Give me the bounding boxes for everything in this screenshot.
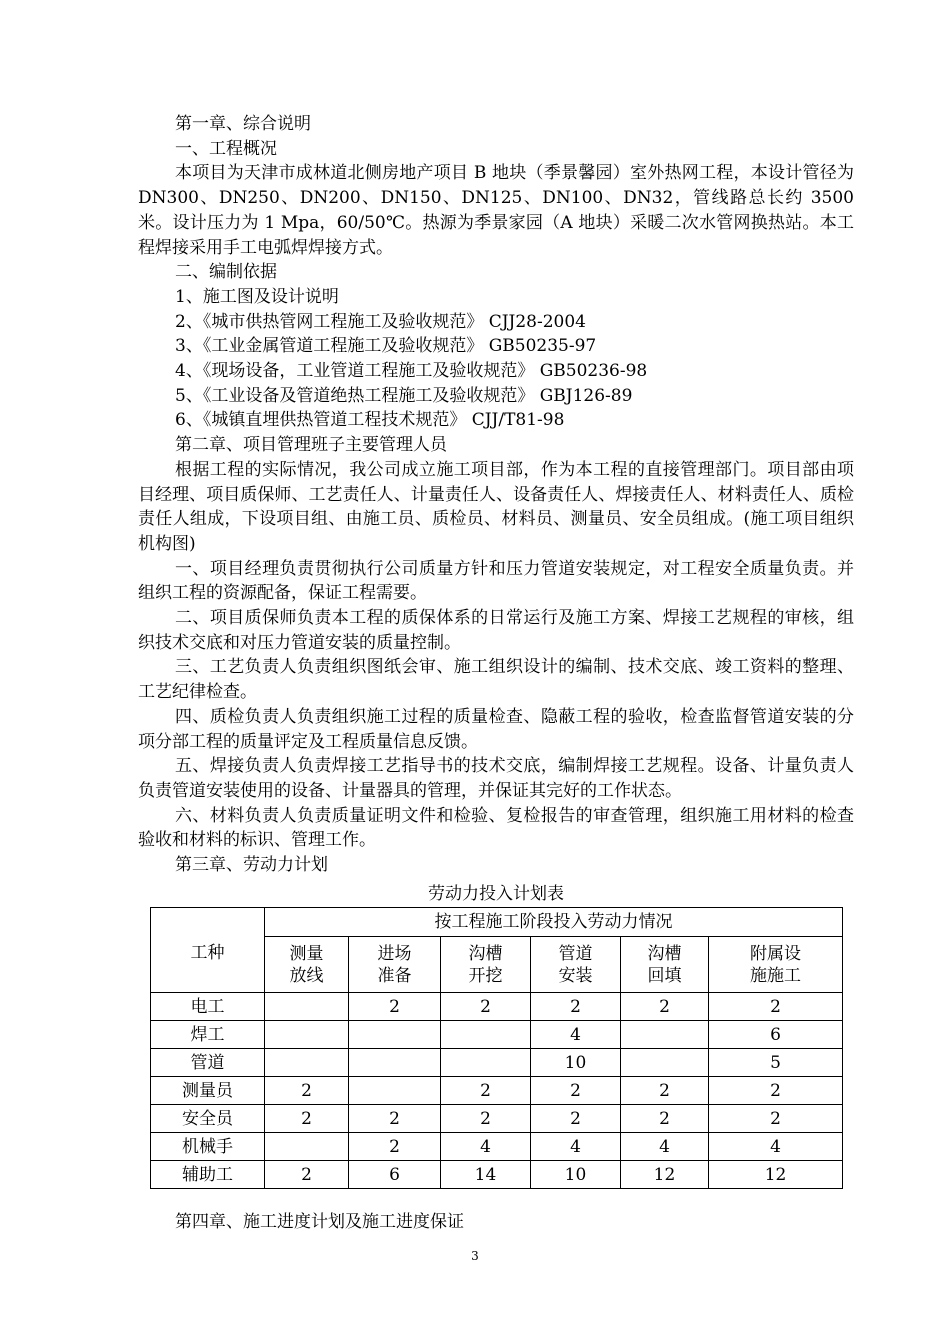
table-cell-trade: 焊工 xyxy=(151,1021,265,1049)
overview-paragraph: 本项目为天津市成林道北侧房地产项目 B 地块（季景馨园）室外热网工程，本设计管径为DN300、DN250、DN200、DN150、DN125、DN100、DN32，管线路总长约 3500 米。设计压力为 1 Mpa，60/50℃。热源为季景家园（A 地块）采暖二次水管网换热站。本工程焊接采用手工电弧焊焊接方式。 xyxy=(138,163,854,258)
table-cell: 2 xyxy=(349,993,441,1021)
chapter-4-heading: 第四章、施工进度计划及施工进度保证 xyxy=(175,1212,464,1232)
table-header-stage: 进场 准备 xyxy=(349,937,441,993)
table-header-stage: 附属设 施施工 xyxy=(709,937,843,993)
table-cell xyxy=(441,1021,531,1049)
table-cell: 2 xyxy=(621,1077,709,1105)
table-cell xyxy=(621,1021,709,1049)
table-cell xyxy=(265,1133,349,1161)
table-cell: 2 xyxy=(441,1105,531,1133)
reference-item: 1、施工图及设计说明 xyxy=(175,286,339,307)
table-cell: 6 xyxy=(349,1161,441,1189)
table-row xyxy=(151,1133,843,1161)
table-cell: 4 xyxy=(441,1133,531,1161)
table-cell: 2 xyxy=(709,993,843,1021)
table-cell: 2 xyxy=(349,1133,441,1161)
table-row xyxy=(151,993,843,1021)
table-cell: 2 xyxy=(441,993,531,1021)
table-cell: 2 xyxy=(531,1105,621,1133)
table-cell: 2 xyxy=(621,1105,709,1133)
table-cell: 12 xyxy=(621,1161,709,1189)
table-cell: 10 xyxy=(531,1049,621,1077)
table-cell: 4 xyxy=(531,1133,621,1161)
table-cell: 2 xyxy=(265,1077,349,1105)
role-paragraph: 三、工艺负责人负责组织图纸会审、施工组织设计的编制、技术交底、竣工资料的整理、工艺纪律检查。 xyxy=(138,657,854,703)
page-number: 3 xyxy=(471,1249,479,1263)
table-cell: 2 xyxy=(441,1077,531,1105)
section-basis-heading: 二、编制依据 xyxy=(175,262,277,283)
management-paragraph: 根据工程的实际情况，我公司成立施工项目部，作为本工程的直接管理部门。项目部由项目经理、项目质保师、工艺责任人、计量责任人、设备责任人、焊接责任人、材料责任人、质检责任人组成，下设项目组、由施工员、质检员、材料员、测量员、安全员组成。(施工项目组织机构图) xyxy=(138,459,854,554)
table-header-stage: 沟槽 回填 xyxy=(621,937,709,993)
reference-item: 6、《城镇直埋供热管道工程技术规范》 CJJ/T81-98 xyxy=(175,410,565,431)
chapter-3-heading: 第三章、劳动力计划 xyxy=(175,855,328,876)
role-paragraph: 五、焊接负责人负责焊接工艺指导书的技术交底，编制焊接工艺规程。设备、计量负责人负责管道安装使用的设备、计量器具的管理，并保证其完好的工作状态。 xyxy=(138,756,854,801)
table-row xyxy=(151,1105,843,1133)
table-caption: 劳动力投入计划表 xyxy=(428,884,564,904)
table-cell: 2 xyxy=(349,1105,441,1133)
table-row xyxy=(151,1161,843,1189)
table-cell xyxy=(265,1021,349,1049)
table-cell-trade: 测量员 xyxy=(151,1077,265,1105)
table-header-stage: 管道 安装 xyxy=(531,937,621,993)
table-cell xyxy=(349,1021,441,1049)
table-cell: 10 xyxy=(531,1161,621,1189)
table-cell: 14 xyxy=(441,1161,531,1189)
table-cell: 2 xyxy=(265,1161,349,1189)
role-paragraph: 二、项目质保师负责本工程的质保体系的日常运行及施工方案、焊接工艺规程的审核，组织技术交底和对压力管道安装的质量控制。 xyxy=(138,608,854,653)
table-row xyxy=(151,1077,843,1105)
table-cell: 2 xyxy=(709,1105,843,1133)
chapter-1-heading: 第一章、综合说明 xyxy=(175,114,311,134)
table-cell xyxy=(349,1077,441,1105)
table-row xyxy=(151,1049,843,1077)
role-paragraph: 六、材料负责人负责质量证明文件和检验、复检报告的审查管理，组织施工用材料的检查验收和材料的标识、管理工作。 xyxy=(138,805,854,851)
section-overview-heading: 一、工程概况 xyxy=(175,138,277,159)
document-body xyxy=(138,112,854,878)
table-cell-trade: 机械手 xyxy=(151,1133,265,1161)
table-cell: 2 xyxy=(709,1077,843,1105)
table-cell: 5 xyxy=(709,1049,843,1077)
table-cell-trade: 电工 xyxy=(151,993,265,1021)
table-cell: 4 xyxy=(531,1021,621,1049)
table-cell xyxy=(441,1049,531,1077)
table-cell: 2 xyxy=(531,1077,621,1105)
table-header-group: 按工程施工阶段投入劳动力情况 xyxy=(265,908,843,937)
table-cell: 2 xyxy=(531,993,621,1021)
table-cell: 12 xyxy=(709,1161,843,1189)
table-cell: 4 xyxy=(621,1133,709,1161)
role-paragraph: 四、质检负责人负责组织施工过程的质量检查、隐蔽工程的验收，检查监督管道安装的分项分部工程的质量评定及工程质量信息反馈。 xyxy=(138,706,854,752)
table-header-stage: 沟槽 开挖 xyxy=(441,937,531,993)
table-cell xyxy=(349,1049,441,1077)
reference-item: 2、《城市供热管网工程施工及验收规范》 CJJ28-2004 xyxy=(175,311,586,332)
labor-plan-table xyxy=(150,907,843,1189)
reference-item: 4、《现场设备，工业管道工程施工及验收规范》 GB50236-98 xyxy=(175,361,648,382)
table-header-trade: 工种 xyxy=(151,908,265,993)
table-cell-trade: 安全员 xyxy=(151,1105,265,1133)
table-cell xyxy=(621,1049,709,1077)
table-cell: 2 xyxy=(621,993,709,1021)
table-cell xyxy=(265,993,349,1021)
table-cell-trade: 管道 xyxy=(151,1049,265,1077)
chapter-2-heading: 第二章、项目管理班子主要管理人员 xyxy=(175,435,447,456)
table-cell: 2 xyxy=(265,1105,349,1133)
table-cell: 6 xyxy=(709,1021,843,1049)
table-cell-trade: 辅助工 xyxy=(151,1161,265,1189)
role-paragraph: 一、项目经理负责贯彻执行公司质量方针和压力管道安装规定，对工程安全质量负责。并组织工程的资源配备，保证工程需要。 xyxy=(138,558,854,604)
table-cell xyxy=(265,1049,349,1077)
table-cell: 4 xyxy=(709,1133,843,1161)
reference-item: 5、《工业设备及管道绝热工程施工及验收规范》 GBJ126-89 xyxy=(175,385,633,406)
table-row xyxy=(151,1021,843,1049)
reference-item: 3、《工业金属管道工程施工及验收规范》 GB50235-97 xyxy=(175,336,597,357)
table-header-stage: 测量 放线 xyxy=(265,937,349,993)
